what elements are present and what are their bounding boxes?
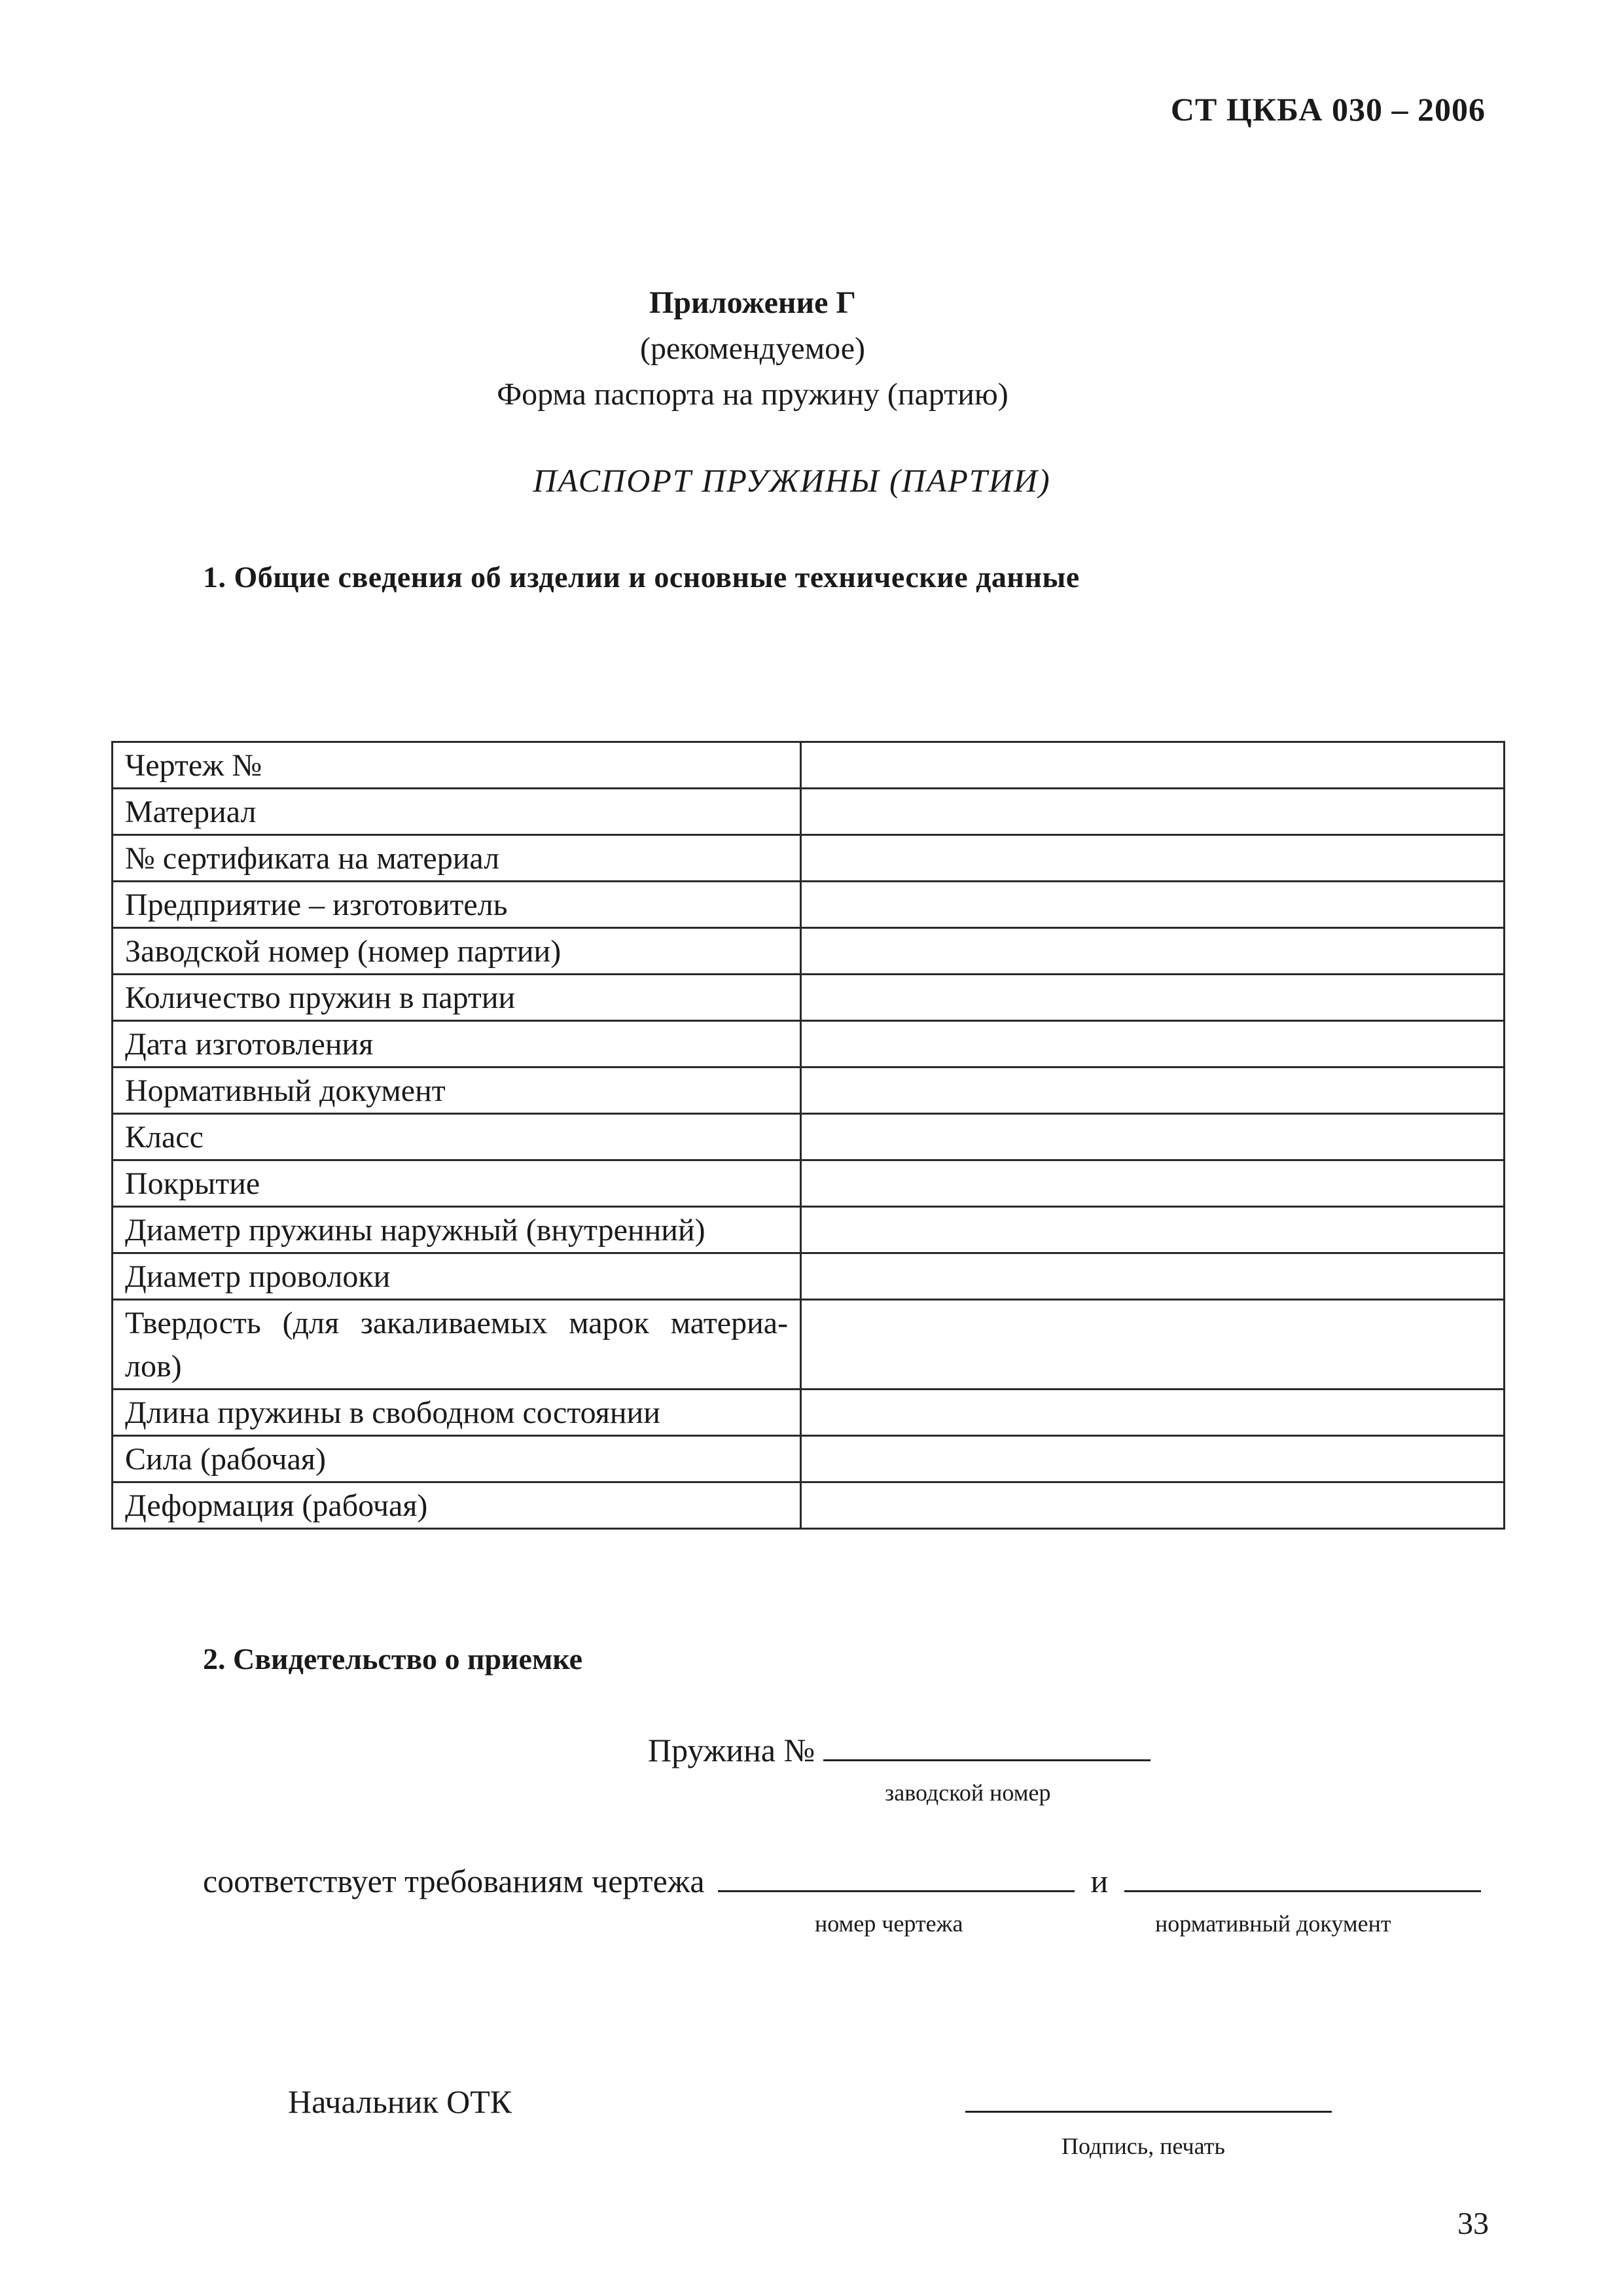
row-value-field[interactable] [801,1114,1505,1160]
signature-caption: Подпись, печать [1061,2133,1225,2159]
row-label: Диаметр проволоки [113,1253,801,1300]
and-text: и [1090,1863,1109,1899]
table-row [113,975,1505,1021]
spring-number-label: Пружина № [648,1732,815,1768]
row-label: Заводской номер (номер партии) [113,928,801,975]
table-row [113,1207,1505,1253]
table-row [113,1253,1505,1300]
drawing-number-field[interactable] [718,1864,1075,1892]
row-label: Класс [113,1114,801,1160]
table-row [113,882,1505,928]
table-row [113,1160,1505,1207]
factory-number-caption: заводской номер [885,1780,1051,1806]
row-label: Покрытие [113,1160,801,1207]
row-label: Диаметр пружины наружный (внутренний) [113,1207,801,1253]
normative-document-caption: нормативный документ [1155,1910,1391,1937]
spring-specification-table [111,741,1505,1530]
row-label: Деформация (рабочая) [113,1482,801,1529]
row-value-field[interactable] [801,1067,1505,1114]
row-label: Твердость (для закаливаемых марок материа-лов) [113,1300,801,1390]
row-label: Дата изготовления [113,1021,801,1067]
table-row [113,1300,1505,1390]
table-row [113,928,1505,975]
row-value-field[interactable] [801,1253,1505,1300]
table-row [113,789,1505,835]
table-row [113,1114,1505,1160]
table-row [113,835,1505,882]
row-value-field[interactable] [801,882,1505,928]
conformity-text: соответствует требованиям чертежа [203,1863,705,1899]
signature-field[interactable] [965,2111,1332,2113]
table-row [113,1390,1505,1436]
conformity-line [203,1862,1481,1900]
page-number: 33 [1457,2206,1489,2241]
qc-chief-label: Начальник ОТК [288,2083,512,2120]
row-value-field[interactable] [801,1436,1505,1482]
normative-document-field[interactable] [1124,1864,1481,1892]
standard-code: СТ ЦКБА 030 – 2006 [1170,91,1486,128]
row-value-field[interactable] [801,1300,1505,1390]
row-label: Количество пружин в партии [113,975,801,1021]
table-row [113,1021,1505,1067]
table-row [113,1436,1505,1482]
row-value-field[interactable] [801,742,1505,789]
row-value-field[interactable] [801,928,1505,975]
row-label: Длина пружины в свободном состоянии [113,1390,801,1436]
section-1-heading: 1. Общие сведения об изделии и основные технические данные [203,560,1080,594]
row-value-field[interactable] [801,1390,1505,1436]
row-label: Материал [113,789,801,835]
row-value-field[interactable] [801,1207,1505,1253]
table-row [113,1482,1505,1529]
row-value-field[interactable] [801,789,1505,835]
table-row [113,1067,1505,1114]
appendix-status: (рекомендуемое) [640,331,865,366]
spring-number-line [648,1731,1150,1769]
section-2-heading: 2. Свидетельство о приемке [203,1642,583,1676]
table-row [113,742,1505,789]
passport-title: ПАСПОРТ ПРУЖИНЫ (ПАРТИИ) [533,462,1051,499]
row-label: Чертеж № [113,742,801,789]
row-value-field[interactable] [801,1021,1505,1067]
row-value-field[interactable] [801,1482,1505,1529]
row-label: Сила (рабочая) [113,1436,801,1482]
row-label: № сертификата на материал [113,835,801,882]
row-value-field[interactable] [801,975,1505,1021]
drawing-number-caption: номер чертежа [815,1910,963,1937]
row-label: Нормативный документ [113,1067,801,1114]
row-value-field[interactable] [801,1160,1505,1207]
appendix-description: Форма паспорта на пружину (партию) [497,377,1008,412]
row-value-field[interactable] [801,835,1505,882]
appendix-title: Приложение Г [649,285,857,320]
spring-number-field[interactable] [823,1733,1150,1761]
row-label: Предприятие – изготовитель [113,882,801,928]
